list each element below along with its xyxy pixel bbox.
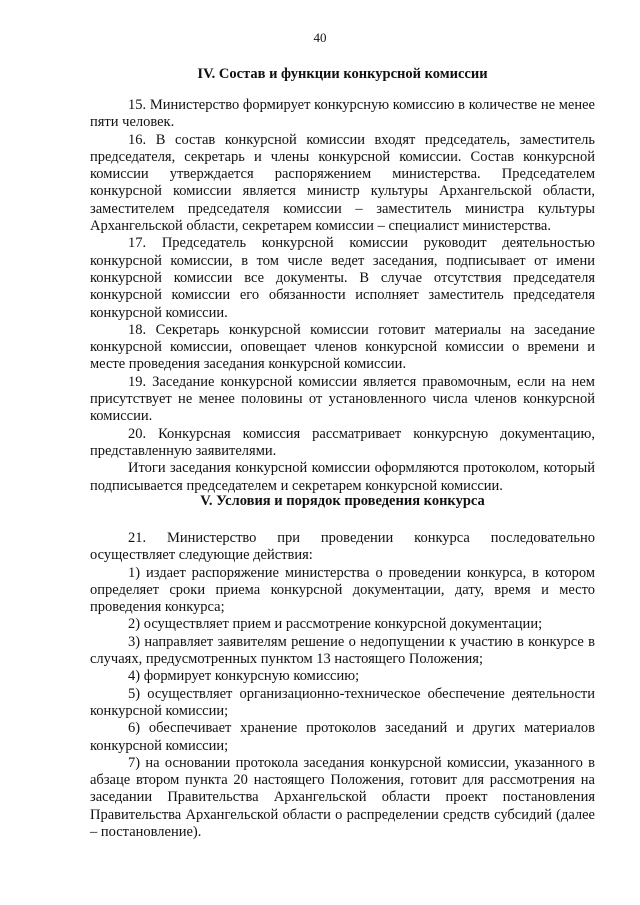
paragraph-20-results: Итоги заседания конкурсной комиссии оформляются протоколом, который подписывается председателем и секретарем конкурсной комиссии. — [90, 460, 595, 494]
list-item-1: 1) издает распоряжение министерства о проведении конкурса, в котором определяет сроки приема конкурсной документации, дату, время и место проведения конкурса; — [90, 564, 595, 616]
paragraph-20: 20. Конкурсная комиссия рассматривает конкурсную документацию, представленную заявителями. — [90, 425, 595, 459]
list-item-6: 6) обеспечивает хранение протоколов заседаний и других материалов конкурсной комиссии; — [90, 720, 595, 754]
page-number: 40 — [313, 30, 327, 45]
section-heading-iv: IV. Состав и функции конкурсной комиссии — [197, 66, 488, 82]
section-iv-body — [90, 97, 595, 495]
list-item-4: 4) формирует конкурсную комиссию; — [128, 668, 360, 685]
paragraph-21: 21. Министерство при проведении конкурса последовательно осуществляет следующие действия: — [90, 530, 595, 564]
paragraph-19: 19. Заседание конкурсной комиссии является правомочным, если на нем присутствует не менее половины от установленного числа членов конкурсной комиссии. — [90, 373, 595, 425]
list-item-2: 2) осуществляет прием и рассмотрение конкурсной документации; — [128, 616, 543, 633]
section-heading-v: V. Условия и порядок проведения конкурса — [200, 493, 485, 509]
paragraph-15: 15. Министерство формирует конкурсную комиссию в количестве не менее пяти человек. — [90, 97, 595, 131]
paragraph-17: 17. Председатель конкурсной комиссии руководит деятельностью конкурсной комиссии, в том числе ведет заседания, подписывает от имени конкурсной комиссии все документы. В случае отсутствия председателя конкурсной комиссии его обязанности исполняет заместитель председателя конкурсной комиссии. — [90, 235, 595, 321]
paragraph-18: 18. Секретарь конкурсной комиссии готовит материалы на заседание конкурсной комиссии, оповещает членов конкурсной комиссии о времени и месте проведения заседания конкурсной комиссии. — [90, 321, 595, 373]
list-item-7: 7) на основании протокола заседания конкурсной комиссии, указанного в абзаце втором пункта 20 настоящего Положения, готовит для рассмотрения на заседании Правительства Архангельской области проект постановления Правительства Архангельской области о распределении средств субсидий (далее – постановление). — [90, 754, 595, 841]
list-item-3: 3) направляет заявителям решение о недопущении к участию в конкурсе в случаях, предусмотренных пунктом 13 настоящего Положения; — [90, 633, 595, 668]
list-item-5: 5) осуществляет организационно-техническое обеспечение деятельности конкурсной комиссии; — [90, 685, 595, 719]
section-v-body — [90, 530, 595, 841]
paragraph-16: 16. В состав конкурсной комиссии входят председатель, заместитель председателя, секретарь и члены конкурсной комиссии. Состав конкурсной комиссии утверждается распоряжением министерства. Председателем конкурсной комиссии является министр культуры Архангельской области, заместителем председателя комиссии – заместитель министра культуры Архангельской области, секретарем комиссии – специалист министерства. — [90, 131, 595, 235]
